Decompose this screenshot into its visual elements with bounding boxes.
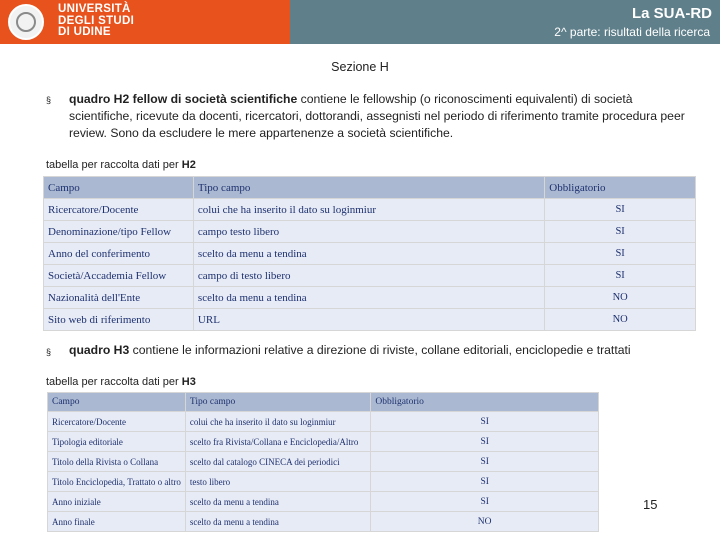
table-cell: NO	[545, 309, 696, 331]
table-header-row	[48, 393, 599, 412]
table-row	[48, 412, 599, 432]
table-cell: Denominazione/tipo Fellow	[44, 221, 194, 243]
table-row	[44, 287, 696, 309]
table-row	[44, 221, 696, 243]
table-row	[48, 472, 599, 492]
table-cell: SI	[545, 221, 696, 243]
header-bar	[0, 0, 720, 44]
table-cell: NO	[545, 287, 696, 309]
h3-text: contiene le informazioni relative a direzione di riviste, collane editoriali, enciclopedie e trattati	[129, 343, 631, 357]
section-title: Sezione H	[331, 60, 389, 74]
table-cell: scelto dal catalogo CINECA dei periodici	[185, 452, 370, 472]
table-cell: SI	[371, 432, 599, 452]
table-row	[44, 309, 696, 331]
table-cell: Nazionalità dell'Ente	[44, 287, 194, 309]
table-cell: scelto da menu a tendina	[193, 243, 544, 265]
table-cell: scelto fra Rivista/Collana e Enciclopedia/Altro	[185, 432, 370, 452]
h3-description	[69, 342, 689, 359]
h3-caption-prefix: tabella per raccolta dati per	[46, 376, 182, 388]
column-header: Campo	[44, 177, 194, 199]
table-cell: SI	[371, 472, 599, 492]
table-cell: Tipologia editoriale	[48, 432, 186, 452]
table-cell: Sito web di riferimento	[44, 309, 194, 331]
university-logo	[0, 0, 290, 44]
table-row	[48, 512, 599, 532]
table-row	[44, 243, 696, 265]
table-cell: testo libero	[185, 472, 370, 492]
logo-line-2: DEGLI STUDI	[58, 14, 135, 27]
table-cell: Ricercatore/Docente	[44, 199, 194, 221]
table-cell: scelto da menu a tendina	[193, 287, 544, 309]
table-cell: SI	[371, 492, 599, 512]
page-number: 15	[643, 497, 658, 512]
table-cell: Ricercatore/Docente	[48, 412, 186, 432]
table-cell: Titolo della Rivista o Collana	[48, 452, 186, 472]
logo-line-1: UNIVERSITÀ	[58, 3, 131, 15]
h3-label: quadro H3	[69, 343, 130, 357]
logo-line-3: DI UDINE	[58, 26, 111, 38]
h3-table-caption	[46, 376, 196, 388]
table-row	[48, 492, 599, 512]
table-header-row	[44, 177, 696, 199]
table-cell: scelto da menu a tendina	[185, 512, 370, 532]
column-header: Tipo campo	[185, 393, 370, 412]
table-cell: Anno del conferimento	[44, 243, 194, 265]
university-seal-icon	[8, 4, 44, 40]
column-header: Obbligatorio	[545, 177, 696, 199]
table-cell: SI	[545, 243, 696, 265]
table-cell: SI	[545, 199, 696, 221]
column-header: Campo	[48, 393, 186, 412]
table-cell: scelto da menu a tendina	[185, 492, 370, 512]
table-cell: colui che ha inserito il dato su loginmiur	[193, 199, 544, 221]
h2-label: quadro H2 fellow di società scientifiche	[69, 92, 298, 106]
table-cell: colui che ha inserito il dato su loginmiur	[185, 412, 370, 432]
table-cell: Titolo Enciclopedia, Trattato o altro	[48, 472, 186, 492]
h2-text: contiene le fellowship (o riconoscimenti equivalenti) di società scientifiche, ricevute da docenti, ricercatori, dottorandi, assegnisti nel periodo di riferimento tramite procedura peer review. Sono da escludere le mere appartenenze a società scientifiche.	[69, 92, 685, 140]
column-header: Tipo campo	[193, 177, 544, 199]
logo-text	[58, 4, 134, 39]
column-header: Obbligatorio	[371, 393, 599, 412]
h2-caption-code: H2	[181, 159, 196, 171]
table-cell: SI	[371, 452, 599, 472]
table-cell: campo testo libero	[193, 221, 544, 243]
h2-table-caption	[46, 159, 196, 171]
table-cell: Anno iniziale	[48, 492, 186, 512]
bullet-h2: §	[46, 95, 52, 105]
table-cell: SI	[371, 412, 599, 432]
table-cell: Anno finale	[48, 512, 186, 532]
h3-caption-code: H3	[181, 376, 196, 388]
slide-title: La SUA-RD	[631, 5, 712, 22]
table-cell: Società/Accademia Fellow	[44, 265, 194, 287]
slide-subtitle: 2^ parte: risultati della ricerca	[554, 25, 710, 39]
bullet-h3: §	[46, 347, 52, 357]
table-row	[44, 265, 696, 287]
table-cell: SI	[545, 265, 696, 287]
table-row	[44, 199, 696, 221]
table-cell: NO	[371, 512, 599, 532]
h2-description	[69, 91, 689, 142]
h2-caption-prefix: tabella per raccolta dati per	[46, 159, 182, 171]
h2-table	[43, 176, 696, 331]
table-cell: campo di testo libero	[193, 265, 544, 287]
table-row	[48, 432, 599, 452]
table-row	[48, 452, 599, 472]
h3-table	[47, 392, 599, 532]
table-cell: URL	[193, 309, 544, 331]
